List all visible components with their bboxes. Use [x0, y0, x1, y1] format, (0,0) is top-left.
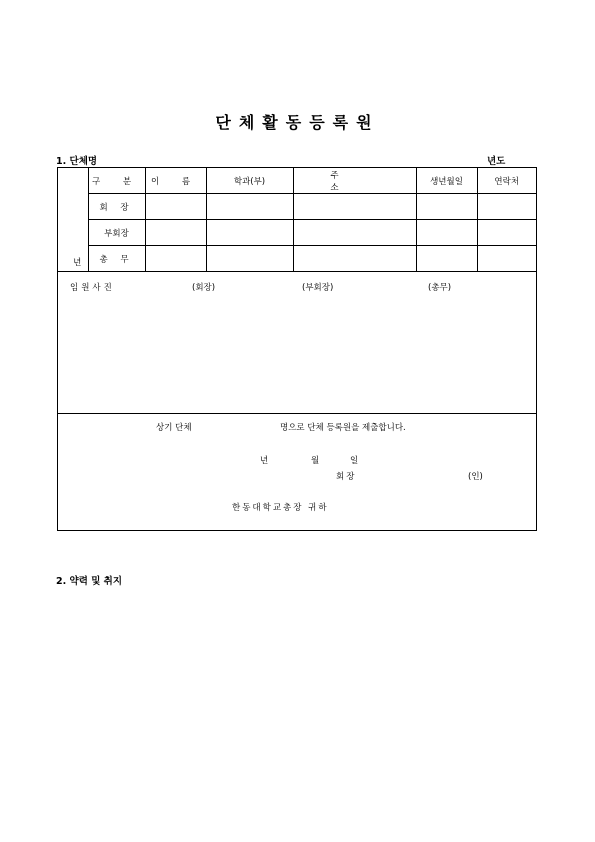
year-label: 년도 [487, 156, 506, 167]
statement-body: 명으로 단체 등록원을 제출합니다. [280, 423, 406, 433]
year-side-label: 년 [58, 168, 88, 272]
officer-photo-label: 임원사진 [70, 283, 115, 293]
date-day-label: 일 [350, 456, 359, 466]
registration-form [57, 167, 537, 531]
secretary-birth-cell[interactable] [416, 246, 477, 272]
header-role: 구 분 [88, 168, 145, 194]
addressee: 한동대학교총장 귀하 [232, 503, 329, 513]
role-chair: 회 장 [88, 194, 145, 220]
date-month-label: 월 [311, 456, 320, 466]
section-divider [58, 413, 536, 414]
officer-table [58, 168, 536, 272]
secretary-contact-cell[interactable] [477, 246, 536, 272]
table-header-row [58, 168, 536, 194]
vice-dept-cell[interactable] [206, 220, 293, 246]
header-dept: 학과(부) [206, 168, 293, 194]
role-secretary: 총 무 [88, 246, 145, 272]
section-1-label: 1. 단체명 [56, 156, 98, 167]
header-contact: 연락처 [477, 168, 536, 194]
header-address: 주 소 [293, 168, 416, 194]
chair-address-cell[interactable] [293, 194, 416, 220]
role-vice-chair: 부회장 [88, 220, 145, 246]
vice-address-cell[interactable] [293, 220, 416, 246]
table-row [58, 194, 536, 220]
photo-secretary-label: (총무) [428, 283, 452, 293]
photo-vice-chair-label: (부회장) [302, 283, 334, 293]
secretary-name-cell[interactable] [145, 246, 206, 272]
date-year-label: 년 [260, 456, 269, 466]
page-title: 단체활동등록원 [215, 113, 380, 132]
vice-birth-cell[interactable] [416, 220, 477, 246]
secretary-dept-cell[interactable] [206, 246, 293, 272]
header-birth: 생년월일 [416, 168, 477, 194]
table-row [58, 246, 536, 272]
table-row [58, 220, 536, 246]
seal-label: (인) [468, 472, 483, 482]
chair-name-cell[interactable] [145, 194, 206, 220]
statement-prefix: 상기 단체 [156, 423, 192, 433]
photo-chair-label: (회장) [192, 283, 216, 293]
vice-name-cell[interactable] [145, 220, 206, 246]
section-2-label: 2. 약력 및 취지 [56, 576, 123, 587]
secretary-address-cell[interactable] [293, 246, 416, 272]
vice-contact-cell[interactable] [477, 220, 536, 246]
chair-contact-cell[interactable] [477, 194, 536, 220]
chair-birth-cell[interactable] [416, 194, 477, 220]
chair-dept-cell[interactable] [206, 194, 293, 220]
header-name: 이 름 [145, 168, 206, 194]
chair-signature-label: 회장 [336, 472, 357, 482]
